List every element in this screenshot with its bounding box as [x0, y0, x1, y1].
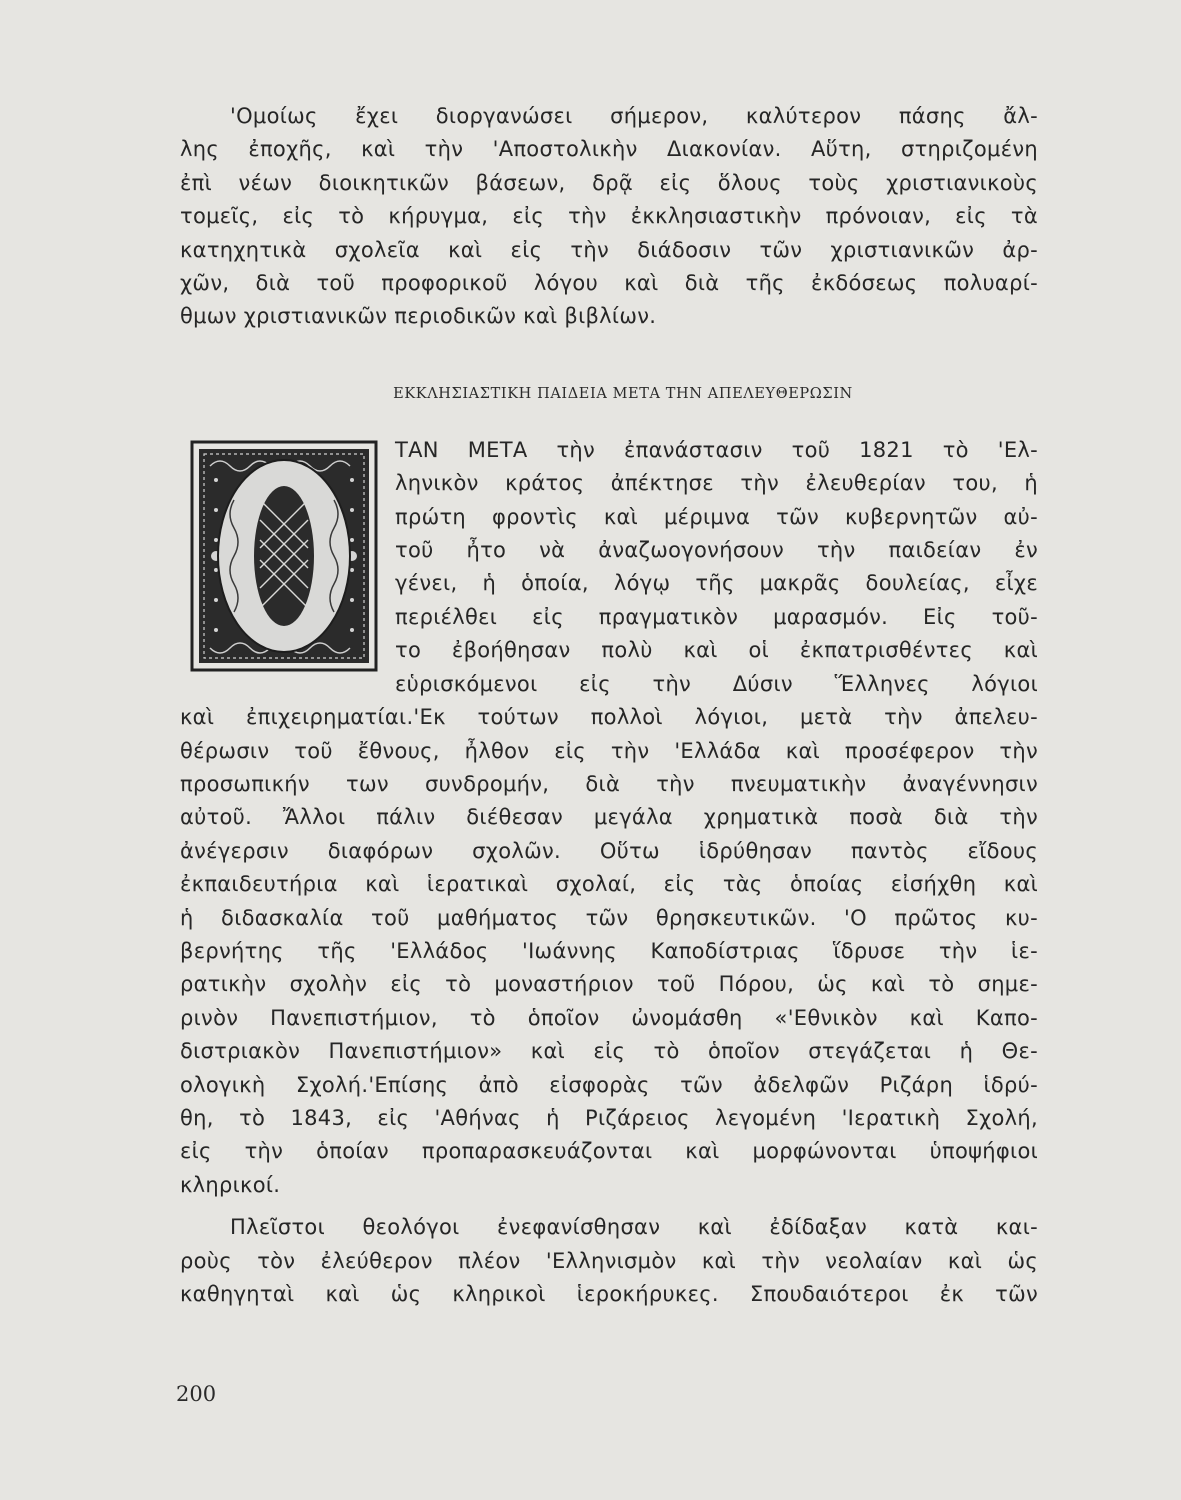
text-line: τοῦ ἦτο νὰ ἀναζωογονήσουν τὴν παιδείαν ἐν — [395, 538, 1038, 563]
text-line: αὐτοῦ. Ἄλλοι πάλιν διέθεσαν μεγάλα χρηματικὰ ποσὰ διὰ τὴν — [180, 805, 1038, 830]
text-line: καὶ ἐπιχειρηματίαι.'Εκ τούτων πολλοὶ λόγιοι, μετὰ τὴν ἀπελευ- — [180, 705, 1038, 730]
text-line: ἀνέγερσιν διαφόρων σχολῶν. Οὕτω ἱδρύθησαν παντὸς εἴδους — [180, 838, 1038, 863]
text-line: το ἐβοήθησαν πολὺ καὶ οἱ ἐκπατρισθέντες καὶ — [395, 638, 1038, 663]
text-line: ἐκπαιδευτήρια καὶ ἱερατικαὶ σχολαί, εἰς τὰς ὁποίας εἰσήχθη καὶ — [180, 872, 1038, 897]
book-page — [180, 100, 1038, 1311]
text-line: εὑρισκόμενοι εἰς τὴν Δύσιν Ἕλληνες λόγιοι — [395, 671, 1038, 696]
text-line: κατηχητικὰ σχολεῖα καὶ εἰς τὴν διάδοσιν τῶν χριστιανικῶν ἀρ- — [180, 237, 1038, 262]
text-line: ΤΑΝ ΜΕΤΑ τὴν ἐπανάστασιν τοῦ 1821 τὸ 'Ελ- — [395, 437, 1038, 462]
text-line: ἡ διδασκαλία τοῦ μαθήματος τῶν θρησκευτικῶν. 'Ο πρῶτος κυ- — [180, 905, 1038, 930]
text-line: ολογικὴ Σχολή.'Επίσης ἀπὸ εἰσφορὰς τῶν ἀδελφῶν Ριζάρη ἱδρύ- — [180, 1072, 1038, 1097]
text-line: ἐπὶ νέων διοικητικῶν βάσεων, δρᾷ εἰς ὅλους τοὺς χριστιανικοὺς — [180, 170, 1038, 195]
section-heading: ΕΚΚΛΗΣΙΑΣΤΙΚΗ ΠΑΙΔΕΙΑ ΜΕΤΑ ΤΗΝ ΑΠΕΛΕΥΘΕΡΩΣΙΝ — [393, 385, 853, 402]
text-line: ρινὸν Πανεπιστήμιον, τὸ ὁποῖον ὠνομάσθη «'Εθνικὸν καὶ Καπο- — [180, 1005, 1038, 1030]
text-line: χῶν, διὰ τοῦ προφορικοῦ λόγου καὶ διὰ τῆς ἐκδόσεως πολυαρί- — [180, 271, 1038, 296]
text-line: πρώτη φροντὶς καὶ μέριμνα τῶν κυβερνητῶν αὐ- — [395, 504, 1038, 529]
text-line: βερνήτης τῆς 'Ελλάδος 'Ιωάννης Καποδίστριας ἵδρυσε τὴν ἱε- — [180, 938, 1038, 963]
ornamental-drop-cap — [190, 440, 378, 672]
text-line: γένει, ἡ ὁποία, λόγῳ τῆς μακρᾶς δουλείας, εἶχε — [395, 571, 1038, 596]
text-line: κληρικοί. — [180, 1172, 281, 1197]
text-line: καθηγηταὶ καὶ ὡς κληρικοὶ ἱεροκήρυκες. Σπουδαιότεροι ἐκ τῶν — [180, 1282, 1038, 1306]
text-line: τομεῖς, εἰς τὸ κήρυγμα, εἰς τὴν ἐκκλησιαστικὴν πρόνοιαν, εἰς τὰ — [180, 204, 1038, 229]
text-line: προσωπικήν των συνδρομήν, διὰ τὴν πνευματικὴν ἀναγέννησιν — [180, 771, 1038, 796]
text-line: ρατικὴν σχολὴν εἰς τὸ μοναστήριον τοῦ Πόρου, ὡς καὶ τὸ σημε- — [180, 972, 1038, 997]
page-number: 200 — [176, 1382, 217, 1406]
text-line: λης ἐποχῆς, καὶ τὴν 'Αποστολικὴν Διακονίαν. Αὕτη, στηριζομένη — [180, 137, 1038, 162]
paragraph-theologians — [180, 1211, 1038, 1311]
text-line: θη, τὸ 1843, εἰς 'Αθήνας ἡ Ριζάρειος λεγομένη 'Ιερατικὴ Σχολή, — [180, 1105, 1038, 1130]
text-line: Πλεῖστοι θεολόγοι ἐνεφανίσθησαν καὶ ἐδίδαξαν κατὰ και- — [230, 1215, 1038, 1240]
text-line: ροὺς τὸν ἐλεύθερον πλέον 'Ελληνισμὸν καὶ τὴν νεολαίαν καὶ ὡς — [180, 1248, 1038, 1273]
text-line: ληνικὸν κράτος ἀπέκτησε τὴν ἐλευθερίαν του, ἡ — [395, 471, 1038, 496]
text-line: θμων χριστιανικῶν περιοδικῶν καὶ βιβλίων. — [180, 304, 657, 329]
text-line: εἰς τὴν ὁποίαν προπαρασκευάζονται καὶ μορφώνονται ὑποψήφιοι — [180, 1139, 1038, 1164]
text-line: θέρωσιν τοῦ ἔθνους, ἦλθον εἰς τὴν 'Ελλάδα καὶ προσέφερον τὴν — [180, 738, 1038, 763]
text-line: διστριακὸν Πανεπιστήμιον» καὶ εἰς τὸ ὁποῖον στεγάζεται ἡ Θε- — [180, 1039, 1038, 1064]
paragraph-apostolic-diakonia — [180, 100, 1038, 334]
section-body — [180, 434, 1038, 1202]
text-line: περιέλθει εἰς πραγματικὸν μαρασμόν. Εἰς τοῦ- — [395, 604, 1038, 629]
text-line: 'Ομοίως ἔχει διοργανώσει σήμερον, καλύτερον πάσης ἄλ- — [230, 104, 1038, 128]
